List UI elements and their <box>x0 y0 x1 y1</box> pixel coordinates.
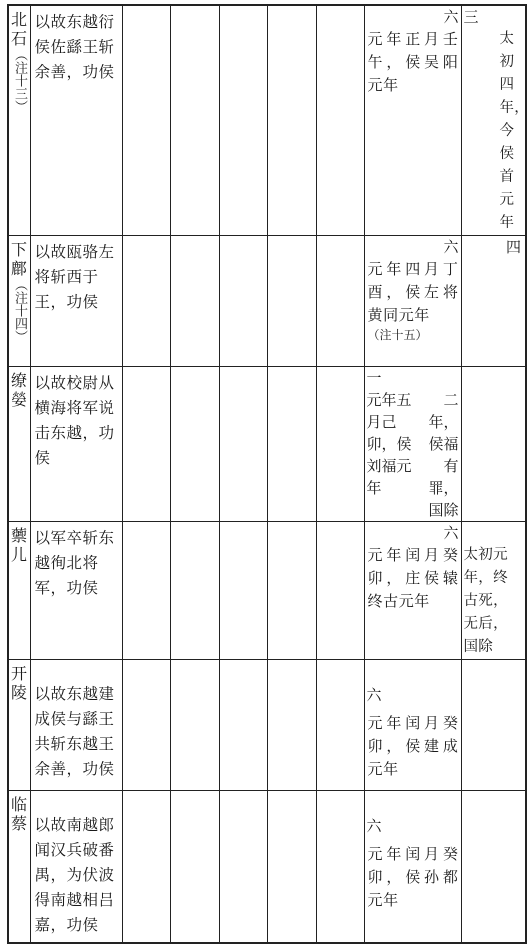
name-char: 开 <box>11 664 28 683</box>
year-count: 一 <box>366 369 382 387</box>
table-row <box>8 791 526 943</box>
empty-cell <box>170 5 219 236</box>
merit-description-cell <box>30 236 122 367</box>
year-count: 六 <box>443 524 459 542</box>
year-count: 三 <box>463 8 479 26</box>
empty-cell <box>316 660 364 791</box>
empty-cell <box>122 660 170 791</box>
taichu-record: 太初元年，终古死，无后，国除 <box>463 547 508 655</box>
enfeoffment-record: 元年闰月癸卯，侯建成元年 <box>367 714 459 778</box>
yuanfeng-cell <box>364 236 461 367</box>
annotation-ref: （注十四） <box>12 278 27 343</box>
name-char: 缭 <box>11 371 28 390</box>
empty-cell <box>267 791 316 943</box>
merit-description: 以故东越衍侯佐繇王斩余善，功侯 <box>34 13 115 81</box>
name-char: 蔡 <box>11 814 28 833</box>
yuanfeng-cell <box>364 5 461 236</box>
enfeoffment-record: 元年四月丁酉，侯左将黄同元年 <box>367 260 459 324</box>
annotation-ref: （注十五） <box>367 328 428 342</box>
empty-cell <box>219 791 267 943</box>
taichu-cell <box>461 367 526 522</box>
fief-ledger-table <box>7 4 530 944</box>
name-char: 鄜 <box>11 259 28 278</box>
annotation-ref: （注十三） <box>12 48 27 113</box>
empty-cell <box>122 522 170 660</box>
merit-description-cell <box>30 522 122 660</box>
empty-cell <box>267 367 316 522</box>
empty-cell <box>170 660 219 791</box>
removal-record: 二年，侯福有罪，国除 <box>428 391 459 519</box>
empty-cell <box>170 522 219 660</box>
name-char: 石 <box>11 29 28 48</box>
empty-cell <box>316 791 364 943</box>
empty-cell <box>267 236 316 367</box>
empty-cell <box>122 367 170 522</box>
marquis-name-cell <box>8 367 30 522</box>
empty-cell <box>122 236 170 367</box>
empty-cell <box>267 522 316 660</box>
empty-cell <box>170 791 219 943</box>
marquis-name-cell <box>8 5 30 236</box>
taichu-cell <box>461 236 526 367</box>
empty-cell <box>219 522 267 660</box>
year-count: 四 <box>505 238 521 256</box>
taichu-record: 太初四年，今侯首元年 <box>499 31 530 231</box>
empty-cell <box>219 5 267 236</box>
table-row <box>8 660 526 791</box>
merit-description-cell <box>30 660 122 791</box>
empty-cell <box>316 522 364 660</box>
yuanfeng-cell <box>364 791 461 943</box>
merit-description: 以故校尉从横海将军说击东越，功侯 <box>34 374 115 467</box>
yuanfeng-cell <box>364 660 461 791</box>
empty-cell <box>170 367 219 522</box>
empty-cell <box>267 5 316 236</box>
name-char: 蘌 <box>11 526 28 545</box>
merit-description: 以故南越郎闻汉兵破番禺，为伏波得南越相吕嘉，功侯 <box>34 816 115 934</box>
merit-description: 以故瓯骆左将斩西于王，功侯 <box>34 243 115 311</box>
empty-cell <box>122 5 170 236</box>
merit-description: 以军卒斩东越徇北将军，功侯 <box>34 529 115 597</box>
empty-cell <box>316 236 364 367</box>
name-char: 陵 <box>11 683 28 702</box>
taichu-cell <box>461 522 526 660</box>
enfeoffment-record: 元年闰月癸卯，庄侯辕终古元年 <box>367 546 459 610</box>
empty-cell <box>219 367 267 522</box>
taichu-cell <box>461 791 526 943</box>
empty-cell <box>316 367 364 522</box>
table-row <box>8 367 526 522</box>
marquis-name-cell <box>8 791 30 943</box>
table-row <box>8 236 526 367</box>
enfeoffment-record: 元年正月壬午，侯吴阳元年 <box>367 30 459 94</box>
merit-description: 以故东越建成侯与繇王共斩东越王余善，功侯 <box>34 685 115 778</box>
year-count: 六 <box>366 817 382 835</box>
year-count: 六 <box>366 686 382 704</box>
table-row <box>8 522 526 660</box>
empty-cell <box>267 660 316 791</box>
merit-description-cell <box>30 791 122 943</box>
enfeoffment-record: 元年闰月癸卯，侯孙都元年 <box>367 845 459 909</box>
enfeoffment-record: 元年五月己卯，侯刘福元年 <box>366 391 412 497</box>
marquis-name-cell <box>8 522 30 660</box>
yuanfeng-cell <box>364 522 461 660</box>
name-char: 临 <box>11 795 28 814</box>
name-char: 北 <box>11 10 28 29</box>
marquis-name-cell <box>8 660 30 791</box>
taichu-cell <box>461 5 530 236</box>
marquis-name-cell <box>8 236 30 367</box>
name-char: 儿 <box>11 545 28 564</box>
empty-cell <box>219 236 267 367</box>
year-count: 六 <box>443 8 459 26</box>
empty-cell <box>219 660 267 791</box>
empty-cell <box>122 791 170 943</box>
yuanfeng-cell <box>364 367 461 522</box>
name-char: 下 <box>11 240 28 259</box>
name-char: 嫈 <box>11 390 28 409</box>
merit-description-cell <box>30 5 122 236</box>
empty-cell <box>316 5 364 236</box>
empty-cell <box>170 236 219 367</box>
merit-description-cell <box>30 367 122 522</box>
table-row <box>8 5 526 236</box>
year-count: 六 <box>443 238 459 256</box>
taichu-cell <box>461 660 526 791</box>
